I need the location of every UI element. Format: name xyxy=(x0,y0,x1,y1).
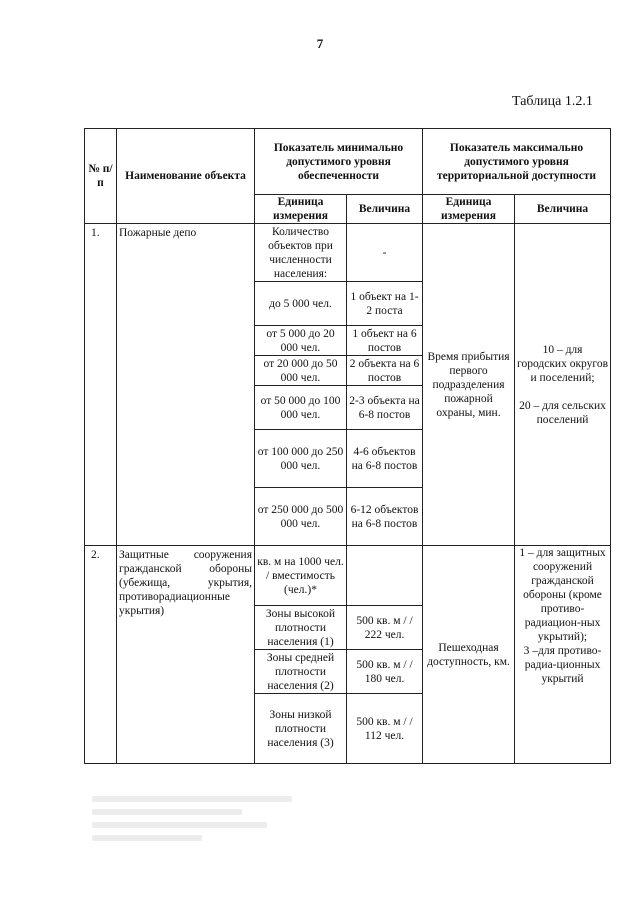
fire-sub-value: 2-3 объекта на 6-8 постов xyxy=(347,386,423,430)
fire-max-unit: Время прибытия первого подразделения пожарной охраны, мин. xyxy=(423,224,515,546)
fire-value-head: - xyxy=(347,224,423,282)
header-max-accessibility-group: Показатель максимально допустимого уровня территориальной доступности xyxy=(423,129,611,195)
fire-sub-value: 6-12 объектов на 6-8 постов xyxy=(347,488,423,546)
fire-sub-unit: от 5 000 до 20 000 чел. xyxy=(255,326,347,356)
fire-max-value-urban: 10 – для городских округов и поселений; xyxy=(517,343,608,384)
shelter-max-unit: Пешеходная доступность, км. xyxy=(423,546,515,764)
row-fire-number: 1. xyxy=(85,224,117,546)
row-shelter-name: Защитные сооружения гражданской обороны (убежища, укрытия, противорадиационные укрытия) xyxy=(117,546,255,764)
fire-sub-unit: от 250 000 до 500 000 чел. xyxy=(255,488,347,546)
page-number: 7 xyxy=(316,36,324,51)
shelter-sub-value: 500 кв. м / / 112 чел. xyxy=(347,694,423,764)
table-caption: Таблица 1.2.1 xyxy=(512,94,593,109)
row-fire-name: Пожарные депо xyxy=(117,224,255,546)
faded-stamp-mark xyxy=(92,796,302,848)
shelter-max-value-radiation: 3 –для противо-радиа-ционных укрытий xyxy=(523,645,602,685)
shelter-sub-value: 500 кв. м / / 222 чел. xyxy=(347,606,423,650)
fire-unit-head: Количество объектов при численности населения: xyxy=(255,224,347,282)
fire-sub-unit: от 20 000 до 50 000 чел. xyxy=(255,356,347,386)
header-number: № п/п xyxy=(85,129,117,224)
header-max-value: Величина xyxy=(515,195,611,224)
fire-sub-value: 4-6 объектов на 6-8 постов xyxy=(347,430,423,488)
header-min-value: Величина xyxy=(347,195,423,224)
header-min-unit: Единица измерения xyxy=(255,195,347,224)
fire-sub-unit: до 5 000 чел. xyxy=(255,282,347,326)
fire-sub-value: 1 объект на 1-2 поста xyxy=(347,282,423,326)
shelter-sub-value: 500 кв. м / / 180 чел. xyxy=(347,650,423,694)
header-object-name: Наименование объекта xyxy=(117,129,255,224)
shelter-unit-head: кв. м на 1000 чел. / вместимость (чел.)* xyxy=(255,546,347,606)
shelter-sub-unit: Зоны высокой плотности населения (1) xyxy=(255,606,347,650)
fire-sub-value: 1 объект на 6 постов xyxy=(347,326,423,356)
header-max-unit: Единица измерения xyxy=(423,195,515,224)
shelter-value-head xyxy=(347,546,423,606)
fire-max-value xyxy=(515,224,611,546)
shelter-max-value-civil: 1 – для защитных сооружений гражданской обороны (кроме противо-радиацион-ных укрытий); xyxy=(519,547,606,643)
fire-sub-unit: от 100 000 до 250 000 чел. xyxy=(255,430,347,488)
shelter-max-value xyxy=(515,546,611,764)
fire-sub-value: 2 объекта на 6 постов xyxy=(347,356,423,386)
fire-max-value-rural: 20 – для сельских поселений xyxy=(519,399,606,426)
row-shelter-number: 2. xyxy=(85,546,117,764)
indicator-table xyxy=(84,128,611,764)
shelter-sub-unit: Зоны средней плотности населения (2) xyxy=(255,650,347,694)
shelter-sub-unit: Зоны низкой плотности населения (3) xyxy=(255,694,347,764)
fire-sub-unit: от 50 000 до 100 000 чел. xyxy=(255,386,347,430)
header-min-level-group: Показатель минимально допустимого уровня обеспеченности xyxy=(255,129,423,195)
